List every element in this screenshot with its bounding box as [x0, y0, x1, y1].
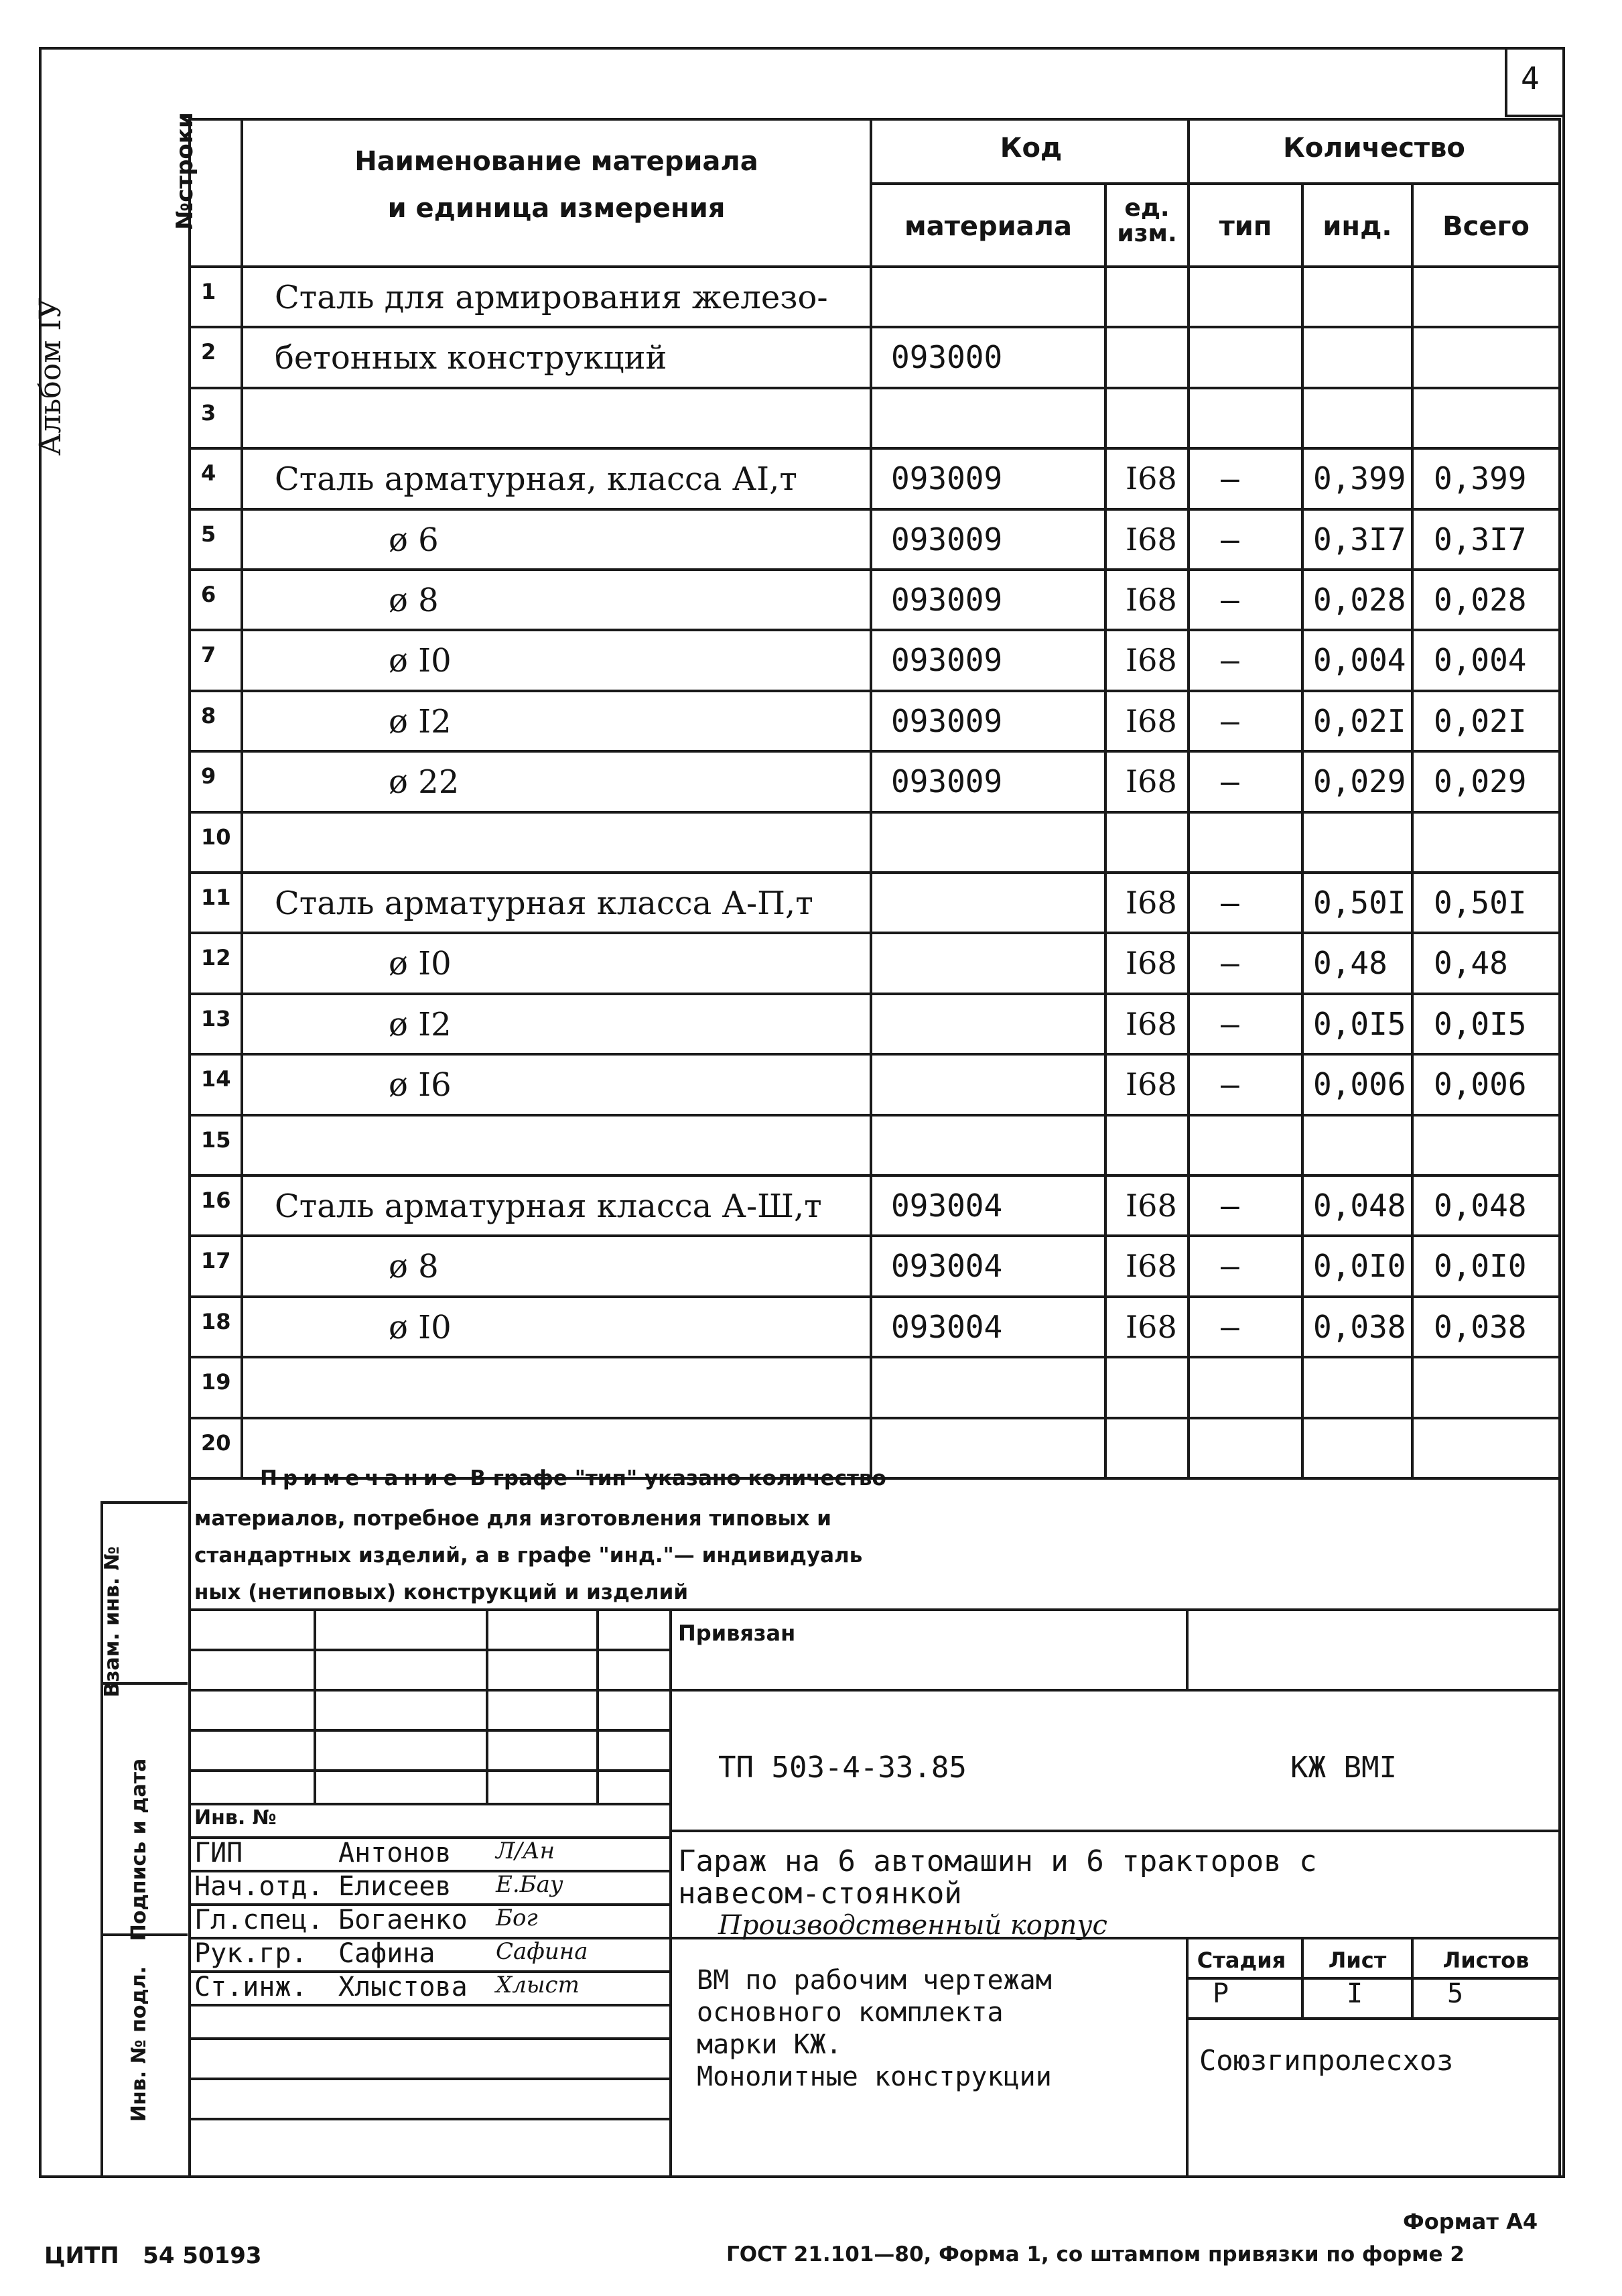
qty-ind: 0,038 — [1313, 1309, 1406, 1345]
stamp-inv-label: Инв. № — [194, 1806, 277, 1830]
row-line — [188, 1356, 1561, 1358]
qty-ind: 0,50I — [1313, 885, 1406, 921]
qty-total: 0,006 — [1434, 1066, 1527, 1102]
unit-code: I68 — [1126, 642, 1177, 678]
qty-type: – — [1221, 1066, 1239, 1102]
col-line-ind — [1411, 182, 1414, 1477]
qty-ind: 0,399 — [1313, 460, 1406, 497]
table-top-line — [188, 118, 1561, 121]
unit-code: I68 — [1126, 1309, 1177, 1345]
qty-total: 0,399 — [1434, 460, 1527, 497]
note-line4: ных (нетиповых) конструкций и изделий — [194, 1580, 689, 1604]
header-sub-line — [1190, 182, 1561, 185]
row-line — [188, 811, 1561, 814]
staff-signature: Е.Бay — [496, 1871, 563, 1898]
qty-total: 0,029 — [1434, 763, 1527, 800]
footer-right: ГОСТ 21.101—80, Форма 1, со штампом привязки по форме 2 — [726, 2242, 1465, 2267]
staff-name: Сафина — [338, 1938, 435, 1969]
qty-type: – — [1221, 703, 1239, 739]
stamp-line — [188, 2037, 669, 2040]
col-line-unit — [1187, 118, 1190, 1477]
row-line — [188, 1053, 1561, 1056]
material-code: 093009 — [891, 642, 1003, 678]
header-name-line2: и единица измерения — [387, 193, 726, 224]
stamp-line — [188, 2004, 669, 2006]
side-label-vzam: Взам. инв. № — [100, 1546, 124, 1698]
unit-code: I68 — [1126, 763, 1177, 800]
row-number: 18 — [201, 1309, 231, 1334]
qty-ind: 0,3I7 — [1313, 521, 1406, 558]
header-quantity: Количество — [1283, 133, 1465, 164]
stamp-org: Союзгипролесхоз — [1199, 2044, 1454, 2077]
page-number-box-left — [1505, 47, 1507, 117]
header-qty-ind: инд. — [1323, 211, 1392, 242]
row-line — [188, 1234, 1561, 1237]
row-number: 10 — [201, 824, 231, 850]
stamp-line — [669, 1608, 672, 2178]
material-name: Сталь арматурная, класса АI,т — [275, 460, 797, 498]
qty-ind: 0,029 — [1313, 763, 1406, 800]
stamp-sheets-value: 5 — [1447, 1978, 1464, 2009]
stamp-privyazan: Привязан — [678, 1620, 796, 1646]
row-number: 16 — [201, 1188, 231, 1213]
staff-role: Ст.инж. — [194, 1972, 308, 2002]
unit-code: I68 — [1126, 582, 1177, 618]
stamp-line — [1186, 2017, 1561, 2020]
row-number: 13 — [201, 1006, 231, 1031]
page-number-box-bottom — [1505, 115, 1565, 117]
stamp-doc-code: ТП 503-4-33.85 — [718, 1750, 967, 1785]
side-label-signature-date: Подпись и дата — [127, 1758, 151, 1941]
material-code: 093004 — [891, 1248, 1003, 1284]
note-line1 — [260, 1466, 886, 1490]
row-line — [188, 993, 1561, 995]
stamp-stage-value: Р — [1213, 1978, 1229, 2009]
material-name: бетонных конструкций — [275, 339, 667, 377]
row-number: 2 — [201, 339, 216, 365]
row-line — [188, 1295, 1561, 1298]
qty-type: – — [1221, 1006, 1239, 1042]
material-name: Сталь арматурная класса А-П,т — [275, 885, 813, 922]
row-number: 3 — [201, 400, 216, 426]
stamp-desc-line2: основного комплекта — [697, 1997, 1004, 2028]
staff-signature: Л/Ан — [496, 1838, 555, 1864]
side-strip-top — [100, 1501, 188, 1504]
row-line — [188, 871, 1561, 874]
row-line — [188, 387, 1561, 389]
row-line — [188, 326, 1561, 328]
qty-ind: 0,006 — [1313, 1066, 1406, 1102]
qty-type: – — [1221, 885, 1239, 921]
qty-total: 0,048 — [1434, 1188, 1527, 1224]
header-row-number: №строки — [172, 112, 198, 230]
stamp-desc-line1: ВМ по рабочим чертежам — [697, 1965, 1052, 1996]
material-code: 093009 — [891, 763, 1003, 800]
col-line-code — [1104, 182, 1107, 1477]
row-line — [188, 265, 1561, 268]
stamp-line — [1186, 1977, 1561, 1980]
stamp-line — [1186, 1608, 1189, 1689]
staff-name: Антонов — [338, 1838, 452, 1868]
qty-total: 0,0I5 — [1434, 1006, 1527, 1042]
material-name: ø I2 — [389, 703, 452, 741]
stamp-line — [188, 2118, 669, 2120]
row-line — [188, 1417, 1561, 1419]
material-code: 093009 — [891, 703, 1003, 739]
stamp-mark: КЖ ВМI — [1290, 1750, 1397, 1785]
qty-total: 0,02I — [1434, 703, 1527, 739]
qty-type: – — [1221, 642, 1239, 678]
unit-code: I68 — [1126, 1248, 1177, 1284]
stamp-line — [486, 1608, 488, 1803]
qty-total: 0,48 — [1434, 945, 1508, 981]
stamp-sheet-value: I — [1347, 1978, 1363, 2009]
material-code: 093000 — [891, 339, 1003, 375]
stamp-stage-label: Стадия — [1197, 1948, 1286, 1973]
unit-code: I68 — [1126, 885, 1177, 921]
header-name-line1: Наименование материала — [354, 146, 758, 177]
qty-ind: 0,004 — [1313, 642, 1406, 678]
note-line2: материалов, потребное для изготовления типовых и — [194, 1507, 832, 1531]
row-number: 9 — [201, 763, 216, 789]
qty-total: 0,0I0 — [1434, 1248, 1527, 1284]
stamp-desc-line3: марки КЖ. — [697, 2029, 842, 2060]
stamp-title-line2: навесом-стоянкой — [678, 1876, 962, 1911]
material-name: ø I0 — [389, 1309, 452, 1346]
stamp-line — [669, 1689, 1561, 1692]
row-line — [188, 568, 1561, 571]
col-line-left — [188, 118, 191, 1477]
material-name: ø 6 — [389, 521, 439, 559]
staff-role: Рук.гр. — [194, 1938, 308, 1969]
stamp-sheets-label: Листов — [1442, 1948, 1530, 1973]
stamp-sheet-label: Лист — [1328, 1948, 1387, 1973]
unit-code: I68 — [1126, 945, 1177, 981]
stamp-line — [596, 1608, 599, 1803]
qty-ind: 0,028 — [1313, 582, 1406, 618]
unit-code: I68 — [1126, 521, 1177, 558]
staff-signature: Хлыст — [496, 1972, 580, 1998]
stamp-line — [188, 1803, 669, 1805]
qty-type: – — [1221, 1248, 1239, 1284]
row-line — [188, 1114, 1561, 1117]
col-line-right — [1558, 118, 1561, 2178]
col-line-row — [241, 118, 243, 1477]
qty-total: 0,028 — [1434, 582, 1527, 618]
row-number: 15 — [201, 1127, 231, 1153]
unit-code: I68 — [1126, 1066, 1177, 1102]
staff-signature: Бог — [496, 1905, 538, 1931]
staff-signature: Сафина — [496, 1938, 588, 1965]
unit-code: I68 — [1126, 703, 1177, 739]
staff-role: Нач.отд. — [194, 1871, 324, 1902]
page-number: 4 — [1521, 60, 1540, 97]
header-code-sub-line — [872, 182, 1190, 185]
footer-left: ЦИТП 54 50193 — [44, 2242, 262, 2269]
row-number: 19 — [201, 1369, 231, 1395]
qty-type: – — [1221, 1309, 1239, 1345]
material-code: 093004 — [891, 1188, 1003, 1224]
qty-type: – — [1221, 521, 1239, 558]
qty-total: 0,3I7 — [1434, 521, 1527, 558]
col-line-type — [1301, 182, 1304, 1477]
stamp-line — [1186, 1937, 1189, 2178]
staff-name: Хлыстова — [338, 1972, 468, 2002]
row-line — [188, 932, 1561, 934]
qty-ind: 0,02I — [1313, 703, 1406, 739]
staff-role: ГИП — [194, 1838, 243, 1868]
row-line — [188, 629, 1561, 631]
stamp-title-line1: Гараж на 6 автомашин и 6 тракторов с — [678, 1844, 1317, 1878]
side-label-inv-podl: Инв. № подл. — [127, 1966, 151, 2122]
material-name: ø 8 — [389, 582, 439, 619]
row-number: 1 — [201, 279, 216, 304]
footer-format: Формат А4 — [1403, 2209, 1538, 2234]
row-line — [188, 447, 1561, 450]
qty-type: – — [1221, 582, 1239, 618]
stamp-line — [188, 2078, 669, 2080]
stamp-line — [314, 1608, 316, 1803]
row-number: 5 — [201, 521, 216, 547]
row-line — [188, 1174, 1561, 1177]
material-name: Сталь арматурная класса А-Ш,т — [275, 1188, 822, 1225]
material-code: 093009 — [891, 582, 1003, 618]
material-name: ø I0 — [389, 945, 452, 982]
staff-name: Богаенко — [338, 1905, 468, 1935]
row-line — [188, 690, 1561, 692]
qty-type: – — [1221, 763, 1239, 800]
qty-ind: 0,48 — [1313, 945, 1388, 981]
row-line — [188, 508, 1561, 511]
material-name: Сталь для армирования железо- — [275, 279, 828, 316]
row-number: 6 — [201, 582, 216, 607]
qty-type: – — [1221, 460, 1239, 497]
stamp-desc-line4: Монолитные конструкции — [697, 2061, 1052, 2092]
material-code: 093009 — [891, 521, 1003, 558]
qty-ind: 0,048 — [1313, 1188, 1406, 1224]
header-qty-type: тип — [1219, 211, 1272, 242]
unit-code: I68 — [1126, 1006, 1177, 1042]
qty-ind: 0,0I5 — [1313, 1006, 1406, 1042]
header-code-material: материала — [904, 211, 1072, 242]
col-line-left-lower — [188, 1477, 191, 2178]
album-label: Альбом IУ — [33, 298, 68, 456]
header-qty-total: Всего — [1442, 211, 1530, 242]
material-code: 093009 — [891, 460, 1003, 497]
qty-total: 0,038 — [1434, 1309, 1527, 1345]
qty-type: – — [1221, 1188, 1239, 1224]
material-code: 093004 — [891, 1309, 1003, 1345]
row-number: 8 — [201, 703, 216, 728]
row-number: 12 — [201, 945, 231, 970]
note-prefix: Примечание — [260, 1466, 463, 1490]
row-number: 14 — [201, 1066, 231, 1092]
note-rest: В графе "тип" указано количество — [462, 1466, 886, 1490]
header-code-unit: ед. изм. — [1117, 194, 1177, 247]
material-name: ø I2 — [389, 1006, 452, 1043]
row-number: 4 — [201, 460, 216, 486]
qty-total: 0,004 — [1434, 642, 1527, 678]
qty-total: 0,50I — [1434, 885, 1527, 921]
material-name: ø 22 — [389, 763, 460, 801]
row-number: 20 — [201, 1430, 231, 1456]
qty-ind: 0,0I0 — [1313, 1248, 1406, 1284]
qty-type: – — [1221, 945, 1239, 981]
material-name: ø 8 — [389, 1248, 439, 1285]
unit-code: I68 — [1126, 460, 1177, 497]
row-number: 7 — [201, 642, 216, 667]
row-number: 17 — [201, 1248, 231, 1273]
header-code: Код — [1000, 133, 1063, 164]
row-line — [188, 750, 1561, 753]
material-name: ø I6 — [389, 1066, 452, 1104]
unit-code: I68 — [1126, 1188, 1177, 1224]
staff-name: Елисеев — [338, 1871, 452, 1902]
stamp-line — [669, 1830, 1561, 1832]
row-number: 11 — [201, 885, 231, 910]
staff-role: Гл.спец. — [194, 1905, 324, 1935]
note-line3: стандартных изделий, а в графе "инд."— индивидуаль — [194, 1543, 863, 1568]
material-name: ø I0 — [389, 642, 452, 680]
col-line-name — [870, 118, 872, 1477]
stamp-title-line3: Производственный корпус — [718, 1910, 1107, 1941]
